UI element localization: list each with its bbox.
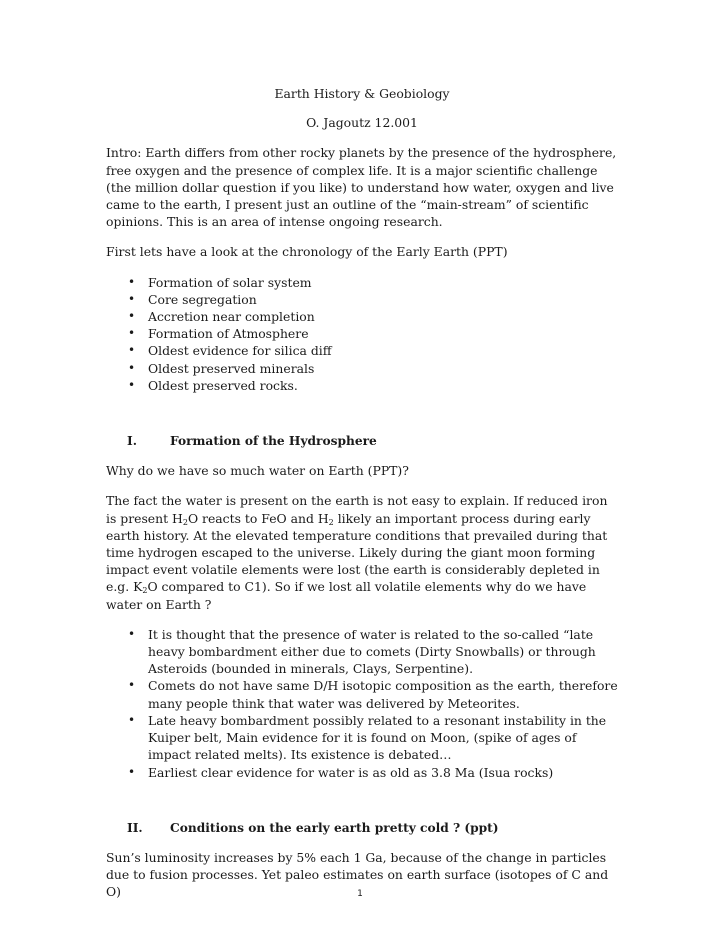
water-question: Why do we have so much water on Earth (PPT)? xyxy=(106,463,409,479)
section-title: Conditions on the early earth pretty cold ? (ppt) xyxy=(170,820,499,835)
intro-paragraph: Intro: Earth differs from other rocky planets by the presence of the hydrosphere, free oxygen and the presence of complex life. It is a major scientific challenge (the million dollar question if you like) to understand how water, oxygen and live came to the earth, I present just an outline of the “main-stream” of scientific opinions. This is an area of intense ongoing research. xyxy=(106,145,617,230)
document-body xyxy=(106,85,618,914)
chronology-lead: First lets have a look at the chronology of the Early Earth (PPT) xyxy=(106,244,508,260)
section-heading-1 xyxy=(106,433,618,450)
list-item: • Oldest evidence for silica diff xyxy=(106,342,618,359)
section-number: I. xyxy=(127,434,137,449)
document-title: Earth History & Geobiology xyxy=(274,86,450,101)
document-author: O. Jagoutz 12.001 xyxy=(306,115,418,131)
list-item: • Formation of solar system xyxy=(106,274,618,291)
water-paragraph: The fact the water is present on the earth is not easy to explain. If reduced iron is present $H_2O$ reacts to FeO and $H_2$ likely an important process during early earth history. At the elevated temperature conditions that prevailed during that time hydrogen escaped to the universe. Likely during the giant moon forming impact event volatile elements were lost (the earth is considerably depleted in e.g. $K_2O$ compared to C1). So if we lost all volatile elements why do we have water on Earth ? xyxy=(106,493,608,612)
section-heading-2 xyxy=(106,820,618,837)
chronology-list xyxy=(106,274,618,394)
section-title: Formation of the Hydrosphere xyxy=(170,434,377,449)
list-item: • Formation of Atmosphere xyxy=(106,325,618,342)
luminosity-paragraph: Sun’s luminosity increases by 5% each 1 Ga, because of the change in particles due to fusion processes. Yet paleo estimates on earth surface (isotopes of C and O) xyxy=(106,849,609,900)
list-item: • Comets do not have same D/H isotopic composition as the earth, therefore many people think that water was delivered by Meteorites. xyxy=(106,677,618,711)
list-item: • Core segregation xyxy=(106,291,618,308)
list-item: • Late heavy bombardment possibly related to a resonant instability in the Kuiper belt, Main evidence for it is found on Moon, (spike of ages of impact related melts). Its existence is debated… xyxy=(106,712,618,764)
section-number: II. xyxy=(127,820,143,835)
water-bullet-list xyxy=(106,626,618,781)
list-item: • Oldest preserved rocks. xyxy=(106,377,618,394)
page-number: 1 xyxy=(357,889,363,899)
list-item: • Earliest clear evidence for water is as old as 3.8 Ma (Isua rocks) xyxy=(106,764,618,781)
list-item: • Oldest preserved minerals xyxy=(106,360,618,377)
list-item: • It is thought that the presence of water is related to the so-called “late heavy bombardment either due to comets (Dirty Snowballs) or through Asteroids (bounded in minerals, Clays, Serpentine). xyxy=(106,626,618,678)
list-item: • Accretion near completion xyxy=(106,308,618,325)
